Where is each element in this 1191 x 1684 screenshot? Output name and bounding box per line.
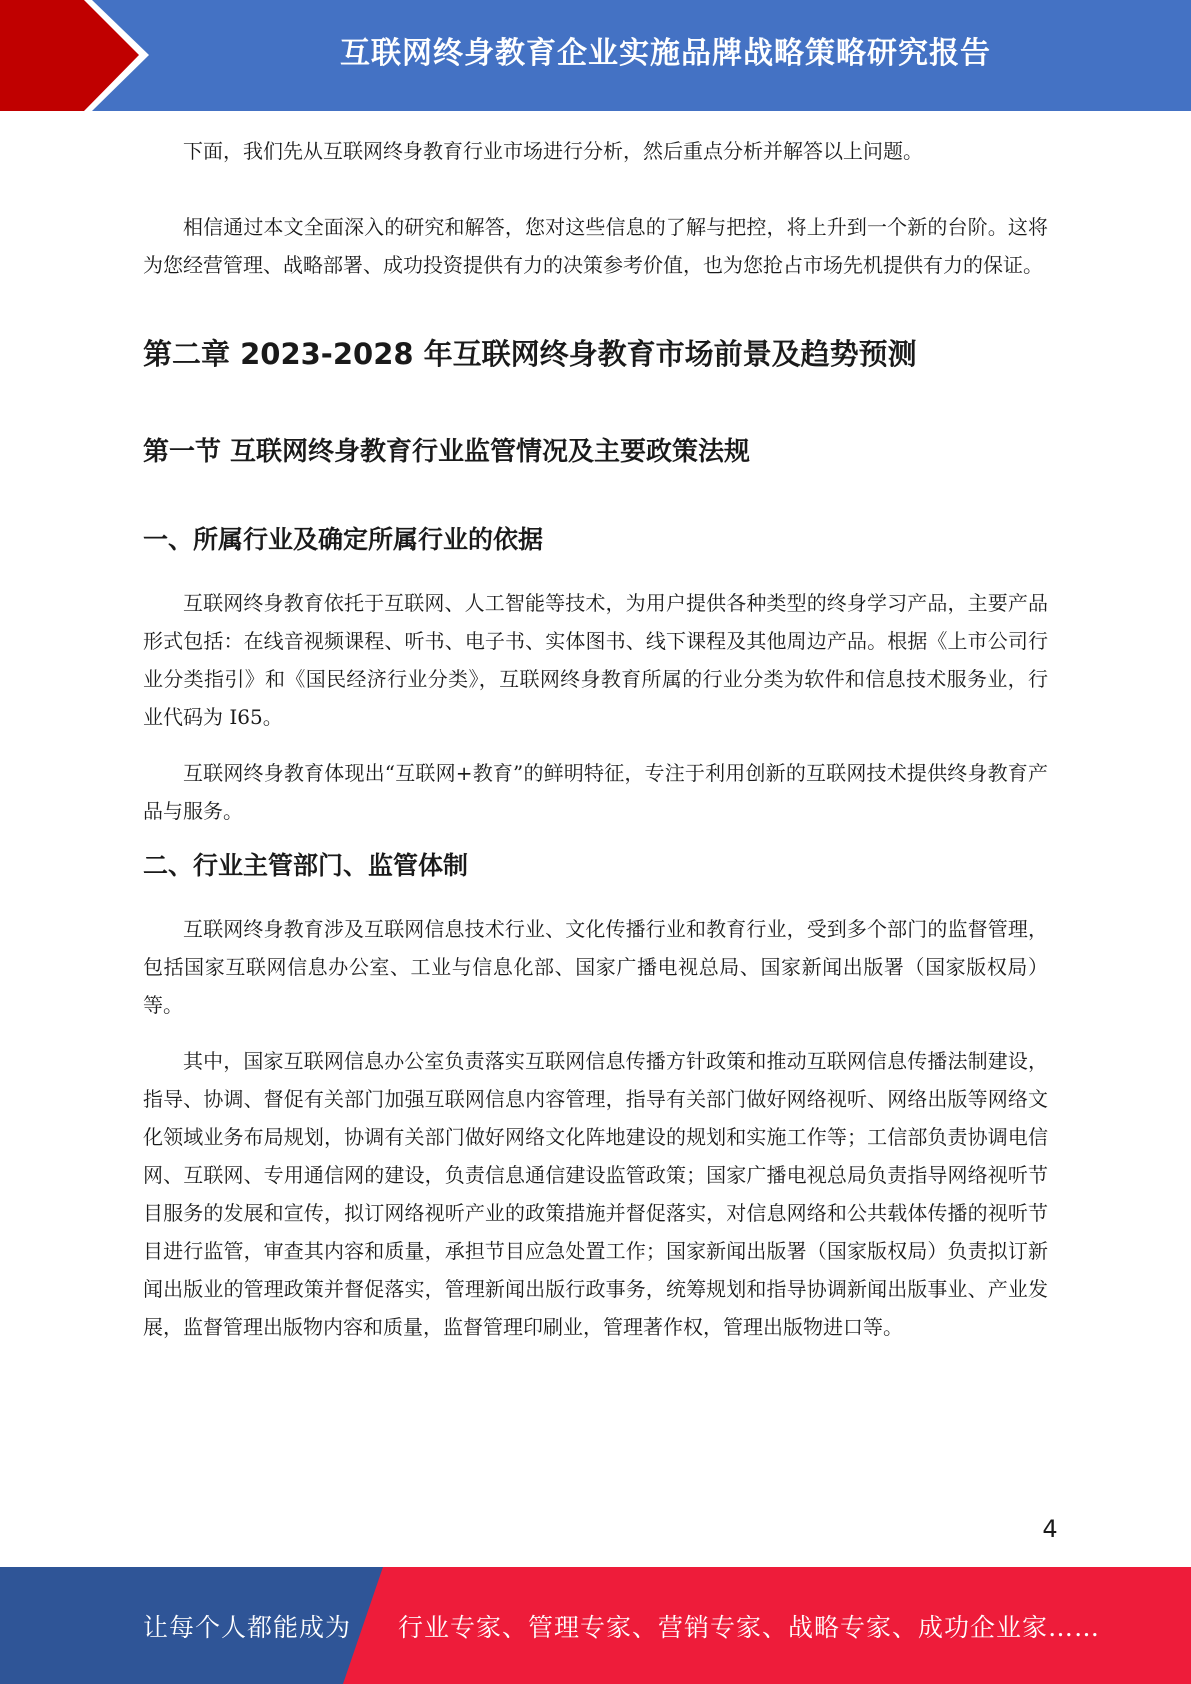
report-title: 互联网终身教育企业实施品牌战略策略研究报告: [340, 36, 991, 71]
section-heading: 第一节 互联网终身教育行业监管情况及主要政策法规: [143, 437, 751, 467]
footer-slogan-right: 行业专家、管理专家、营销专家、战略专家、成功企业家……: [398, 1612, 1101, 1642]
subsection-heading-2: 二、行业主管部门、监管体制: [143, 851, 469, 880]
subsection-heading-1: 一、所属行业及确定所属行业的依据: [143, 525, 544, 554]
page-content: [143, 132, 1048, 1346]
footer-slogan-left: 让每个人都能成为: [143, 1612, 352, 1642]
subsection-1-paragraph-2: 互联网终身教育体现出“互联网+教育”的鲜明特征，专注于利用创新的互联网技术提供终身教育产品与服务。: [143, 761, 1048, 823]
chapter-heading: 第二章 2023-2028 年互联网终身教育市场前景及趋势预测: [143, 337, 917, 371]
page-number: 4: [1042, 1515, 1058, 1543]
header-arrow-decoration: [0, 0, 160, 111]
subsection-2-paragraph-2: 其中，国家互联网信息办公室负责落实互联网信息传播方针政策和推动互联网信息传播法制建设，指导、协调、督促有关部门加强互联网信息内容管理，指导有关部门做好网络视听、网络出版等网络文化领域业务布局规划，协调有关部门做好网络文化阵地建设的规划和实施工作等；工信部负责协调电信网、互联网、专用通信网的建设，负责信息通信建设监管政策；国家广播电视总局负责指导网络视听节目服务的发展和宣传，拟订网络视听产业的政策措施并督促落实，对信息网络和公共载体传播的视听节目进行监管，审查其内容和质量，承担节目应急处置工作；国家新闻出版署（国家版权局）负责拟订新闻出版业的管理政策并督促落实，管理新闻出版行政事务，统筹规划和指导协调新闻出版事业、产业发展，监督管理出版物内容和质量，监督管理印刷业，管理著作权，管理出版物进口等。: [143, 1049, 1048, 1339]
subsection-1-paragraph-1: 互联网终身教育依托于互联网、人工智能等技术，为用户提供各种类型的终身学习产品，主要产品形式包括：在线音视频课程、听书、电子书、实体图书、线下课程及其他周边产品。根据《上市公司行业分类指引》和《国民经济行业分类》，互联网终身教育所属的行业分类为软件和信息技术服务业，行业代码为 I65。: [143, 591, 1048, 729]
intro-paragraph-1: 下面，我们先从互联网终身教育行业市场进行分析，然后重点分析并解答以上问题。: [183, 139, 923, 163]
intro-paragraph-2: 相信通过本文全面深入的研究和解答，您对这些信息的了解与把控，将上升到一个新的台阶。这将为您经营管理、战略部署、成功投资提供有力的决策参考价值，也为您抢占市场先机提供有力的保证。: [143, 215, 1048, 277]
page-header: [0, 0, 1191, 111]
page-footer: [0, 1567, 1191, 1684]
subsection-2-paragraph-1: 互联网终身教育涉及互联网信息技术行业、文化传播行业和教育行业，受到多个部门的监督管理，包括国家互联网信息办公室、工业与信息化部、国家广播电视总局、国家新闻出版署（国家版权局）等。: [143, 917, 1048, 1017]
